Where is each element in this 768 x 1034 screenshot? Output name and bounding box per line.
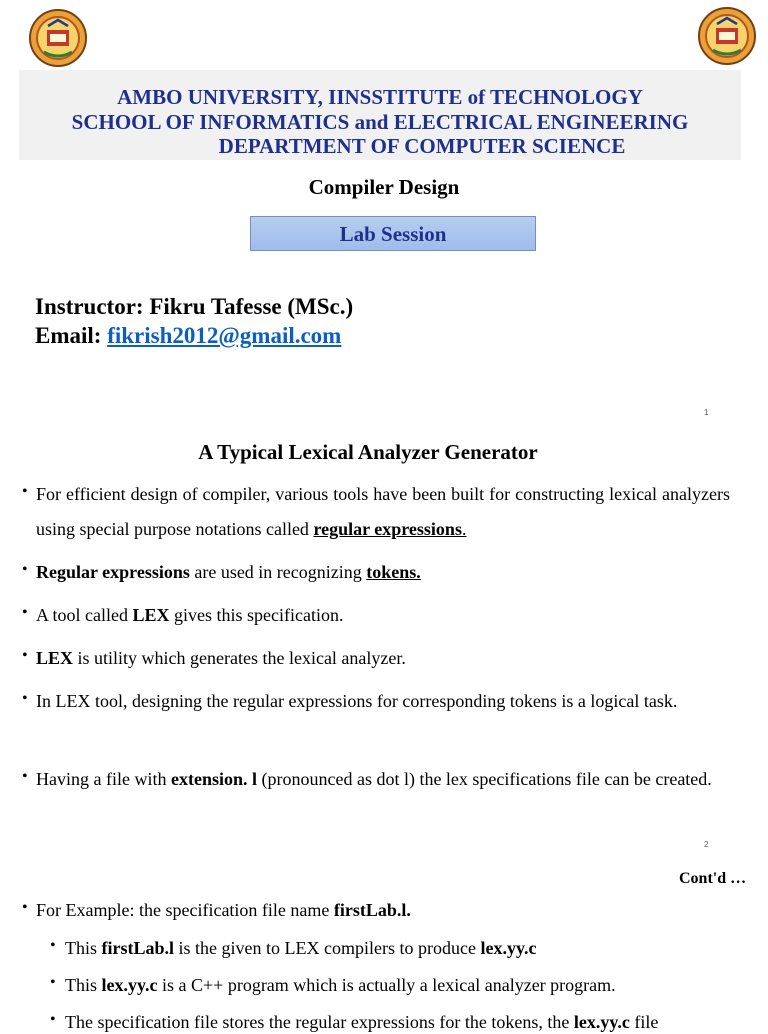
- list-item-text: A tool called LEX gives this specification.: [36, 605, 344, 625]
- email-line: [35, 323, 341, 349]
- list-item-text: For Example: the specification file name firstLab.l.: [36, 900, 411, 920]
- email-label: Email:: [35, 323, 102, 348]
- email-link[interactable]: fikrish2012@gmail.com: [107, 323, 342, 348]
- course-title: Compiler Design: [308, 175, 460, 199]
- page-number: 2: [704, 840, 709, 849]
- university-logo-left: [28, 8, 88, 68]
- list-item-text: This firstLab.l is the given to LEX compilers to produce lex.yy.c: [65, 938, 537, 958]
- school-name: SCHOOL OF INFORMATICS and ELECTRICAL ENGINEERING: [71, 110, 689, 134]
- list-item: [22, 762, 730, 832]
- bullet-icon: •: [50, 1011, 56, 1028]
- page-number: 1: [704, 408, 709, 417]
- bullet-icon: •: [22, 561, 28, 578]
- bullet-icon: •: [50, 974, 56, 991]
- list-item: [22, 555, 730, 590]
- list-item-text: Regular expressions are used in recognizing tokens.: [36, 562, 421, 582]
- list-item: [22, 641, 730, 676]
- bullet-icon: •: [22, 899, 28, 916]
- bullet-icon: •: [50, 937, 56, 954]
- continued-label: Cont'd …: [679, 870, 747, 887]
- list-item: [22, 598, 730, 633]
- list-item-text: LEX is utility which generates the lexical analyzer.: [36, 648, 406, 668]
- list-item-text: This lex.yy.c is a C++ program which is actually a lexical analyzer program.: [65, 975, 616, 995]
- list-item-text: Having a file with extension. l (pronounced as dot l) the lex specifications file can be created.: [36, 769, 712, 789]
- list-item: [22, 477, 730, 547]
- list-item: [22, 684, 730, 754]
- instructor-name: Instructor: Fikru Tafesse (MSc.): [35, 294, 354, 319]
- lab-session-banner: Lab Session: [250, 216, 536, 251]
- university-logo-right: [697, 6, 757, 66]
- list-item-text: In LEX tool, designing the regular expressions for corresponding tokens is a logical task.: [36, 691, 678, 711]
- list-item-text: For efficient design of compiler, various tools have been built for constructing lexical analyzers using special purpose notations called regular expressions.: [36, 484, 730, 539]
- list-item-text: The specification file stores the regular expressions for the tokens, the lex.yy.c file: [65, 1012, 659, 1032]
- bullet-icon: •: [22, 483, 28, 500]
- bullet-icon: •: [22, 768, 28, 785]
- department-name: DEPARTMENT OF COMPUTER SCIENCE: [218, 134, 626, 158]
- bullet-icon: •: [22, 690, 28, 707]
- bullet-icon: •: [22, 604, 28, 621]
- university-name: AMBO UNIVERSITY, IINSSTITUTE of TECHNOLOGY: [117, 85, 643, 109]
- bullet-icon: •: [22, 647, 28, 664]
- section-title: A Typical Lexical Analyzer Generator: [198, 440, 538, 464]
